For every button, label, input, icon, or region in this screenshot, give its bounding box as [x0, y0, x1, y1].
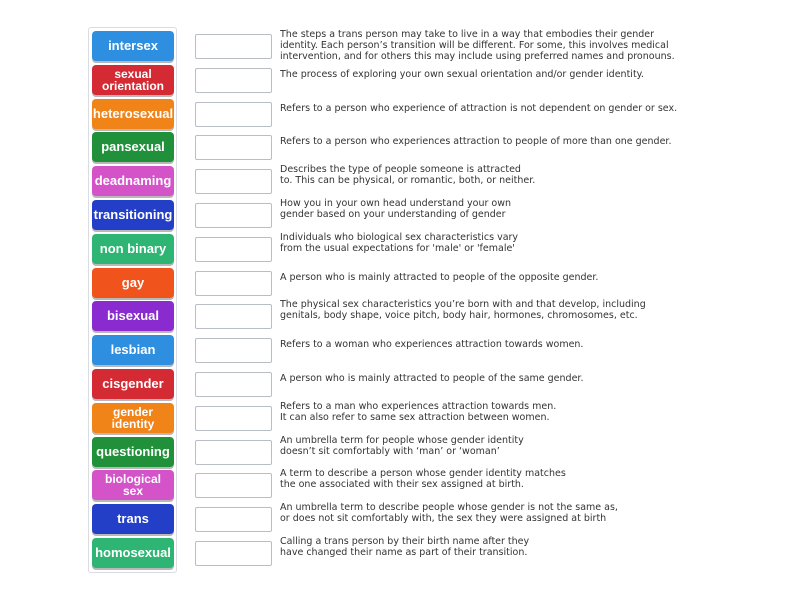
answer-drop-slot[interactable]	[195, 135, 272, 160]
word-tile-trans[interactable]: trans	[92, 504, 174, 534]
definition-text: An umbrella term to describe people whose gender is not the same as, or does not sit comfortably with, the sex they were assigned at birth	[280, 502, 618, 525]
word-tile-homosexual[interactable]: homosexual	[92, 538, 174, 568]
definition-text: An umbrella term for people whose gender identity doesn’t sit comfortably with ‘man’ or ‘woman’	[280, 434, 524, 457]
answer-drop-slot[interactable]	[195, 102, 272, 127]
definition-text: Refers to a person who experiences attraction to people of more than one gender.	[280, 136, 672, 148]
definition-text: Refers to a man who experiences attraction towards men. It can also refer to same sex attraction between women.	[280, 400, 557, 423]
answer-drop-slot[interactable]	[195, 304, 272, 329]
word-tile-bisexual[interactable]: bisexual	[92, 301, 174, 331]
answer-drop-slot[interactable]	[195, 541, 272, 566]
word-tile-pansexual[interactable]: pansexual	[92, 132, 174, 162]
definition-text: How you in your own head understand your own gender based on your understanding of gender	[280, 198, 512, 220]
definition-text: Refers to a person who experience of attraction is not dependent on gender or sex.	[280, 102, 678, 114]
definition-text: The process of exploring your own sexual orientation and/or gender identity.	[280, 68, 644, 80]
definition-text: A person who is mainly attracted to people of the opposite gender.	[280, 271, 599, 283]
answer-drop-slot[interactable]	[195, 338, 272, 363]
word-tile-biological-sex[interactable]: biological sex	[92, 470, 174, 500]
definition-text: Calling a trans person by their birth name after they have changed their name as part of their transition.	[280, 536, 530, 558]
answer-drop-slot[interactable]	[195, 169, 272, 194]
word-tile-cisgender[interactable]: cisgender	[92, 369, 174, 399]
answer-drop-slot[interactable]	[195, 406, 272, 431]
word-tile-gender-identity[interactable]: gender identity	[92, 403, 174, 433]
answer-drop-slot[interactable]	[195, 271, 272, 296]
word-tile-lesbian[interactable]: lesbian	[92, 335, 174, 365]
word-tile-questioning[interactable]: questioning	[92, 437, 174, 467]
word-tile-transitioning[interactable]: transitioning	[92, 200, 174, 230]
answer-drop-slot[interactable]	[195, 203, 272, 228]
answer-drop-slot[interactable]	[195, 237, 272, 262]
definition-text: The physical sex characteristics you’re born with and that develop, including genitals, body shape, voice pitch, body hair, hormones, chromosomes, etc.	[280, 299, 646, 322]
word-tile-non-binary[interactable]: non binary	[92, 234, 174, 264]
answer-drop-slot[interactable]	[195, 473, 272, 498]
definition-text: A person who is mainly attracted to people of the same gender.	[280, 373, 584, 384]
word-tile-heterosexual[interactable]: heterosexual	[92, 99, 174, 129]
word-tile-intersex[interactable]: intersex	[92, 31, 174, 61]
word-tile-sexual-orientation[interactable]: sexual orientation	[92, 65, 174, 95]
answer-drop-slot[interactable]	[195, 34, 272, 59]
answer-drop-slot[interactable]	[195, 440, 272, 465]
answer-drop-slot[interactable]	[195, 68, 272, 93]
definition-text: Describes the type of people someone is attracted to. This can be physical, or romantic, both, or neither.	[280, 164, 536, 187]
definition-text: The steps a trans person may take to live in a way that embodies their gender identity. Each person’s transition will be different. For some, this involves medical intervention, and for others this may include using preferred names and pronouns.	[280, 29, 675, 62]
word-tile-gay[interactable]: gay	[92, 268, 174, 298]
definition-text: Refers to a woman who experiences attraction towards women.	[280, 339, 584, 351]
definition-text: A term to describe a person whose gender identity matches the one associated with their sex assigned at birth.	[280, 468, 566, 491]
answer-drop-slot[interactable]	[195, 372, 272, 397]
word-tile-deadnaming[interactable]: deadnaming	[92, 166, 174, 196]
answer-drop-slot[interactable]	[195, 507, 272, 532]
definition-text: Individuals who biological sex characteristics vary from the usual expectations for 'male' or 'female'	[280, 231, 519, 254]
